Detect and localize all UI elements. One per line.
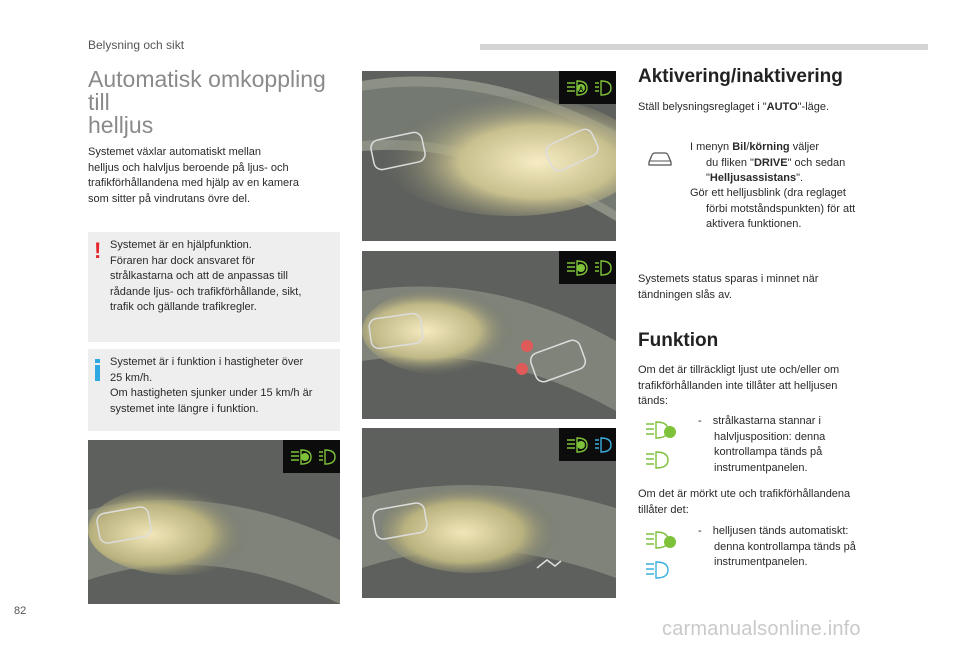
item-line: instrumentpanelen. bbox=[714, 556, 808, 568]
illustration-high-beam-empty-road bbox=[362, 71, 616, 241]
indicator-panel bbox=[559, 428, 616, 461]
bullet-bold: körning bbox=[749, 141, 790, 153]
bullet-text: Gör ett helljusblink (dra reglaget bbox=[690, 187, 846, 199]
info-line: Om hastigheten sjunker under 15 km/h är bbox=[110, 387, 313, 399]
bullet-bold: Helljusassistans bbox=[709, 172, 797, 184]
function-paragraph-1 bbox=[638, 363, 883, 410]
memory-line: Systemets status sparas i minnet när bbox=[638, 273, 819, 285]
illustration-low-beam-pedestrian bbox=[362, 428, 616, 598]
bullet-text: Ställ belysningsreglaget i " bbox=[638, 101, 767, 113]
bullet-text: "-läge. bbox=[797, 101, 830, 113]
bullet-text: " och sedan bbox=[787, 156, 846, 169]
warning-box bbox=[88, 232, 340, 342]
title-line-1: Automatisk omkoppling till bbox=[88, 66, 326, 115]
indicator-panel bbox=[559, 71, 616, 104]
bullet-text: aktivera funktionen. bbox=[706, 218, 802, 230]
low-beam-auto-indicator-icon bbox=[644, 418, 680, 470]
warning-line: strålkastarna och att de anpassas till bbox=[110, 270, 288, 282]
indicator-panel bbox=[559, 251, 616, 284]
auto-letter: A bbox=[578, 87, 584, 93]
function-paragraph-2 bbox=[638, 487, 883, 518]
item-line: helljusen tänds automatiskt: bbox=[712, 525, 849, 537]
bullet-bold: DRIVE bbox=[753, 156, 788, 169]
intro-line: som sitter på vindrutans övre del. bbox=[88, 192, 251, 205]
watermark: carmanualsonline.info bbox=[662, 618, 861, 640]
memory-line: tändningen slås av. bbox=[638, 288, 732, 301]
car-settings-icon bbox=[646, 150, 674, 168]
bullet-text: ". bbox=[796, 172, 804, 184]
intro-paragraph bbox=[88, 145, 338, 207]
item-line: denna kontrollampa tänds på bbox=[714, 540, 856, 553]
bullet-text: " bbox=[706, 172, 710, 184]
memory-paragraph bbox=[638, 272, 883, 303]
header-rule bbox=[480, 44, 928, 50]
item-line: kontrollampa tänds på bbox=[714, 446, 823, 458]
intro-line: helljus och halvljus beroende på ljus- och bbox=[88, 161, 289, 174]
item-line: halvljusposition: denna bbox=[714, 430, 826, 443]
bullet-text: förbi motståndspunkten) för att bbox=[706, 202, 856, 215]
info-line: 25 km/h. bbox=[110, 371, 153, 384]
item-line: strålkastarna stannar i bbox=[712, 415, 821, 427]
bullet-text: väljer bbox=[789, 141, 819, 153]
section-label: Belysning och sikt bbox=[88, 38, 185, 52]
warning-icon: ! bbox=[94, 238, 102, 263]
warning-text bbox=[110, 238, 335, 316]
info-box bbox=[88, 349, 340, 431]
info-line: systemet inte längre i funktion. bbox=[110, 402, 259, 415]
function-heading: Funktion bbox=[638, 330, 719, 351]
function-item-1 bbox=[698, 414, 888, 476]
function-line: trafikförhållanden inte tillåter att helljusen bbox=[638, 379, 838, 392]
function-line: Om det är tillräckligt ljust ute och/eller om bbox=[638, 364, 840, 376]
dash-marker: - bbox=[698, 415, 702, 427]
intro-line: trafikförhållandena med hjälp av en kamera bbox=[88, 177, 299, 189]
info-line: Systemet är i funktion i hastigheter över bbox=[110, 356, 304, 368]
page-title bbox=[88, 68, 348, 137]
info-text bbox=[110, 355, 335, 417]
activation-heading: Aktivering/inaktivering bbox=[638, 66, 843, 87]
activation-bullet-1 bbox=[638, 100, 883, 116]
bullet-bold: AUTO bbox=[766, 101, 798, 113]
warning-line: rådande ljus- och trafikförhållande, sikt, bbox=[110, 285, 302, 298]
item-line: instrumentpanelen. bbox=[714, 461, 808, 474]
high-beam-auto-indicator-icon bbox=[644, 528, 680, 580]
bullet-bold: Bil bbox=[732, 141, 747, 153]
function-line: tillåter det: bbox=[638, 503, 689, 516]
dash-marker: - bbox=[698, 525, 702, 537]
warning-line: Systemet är en hjälpfunktion. bbox=[110, 239, 252, 251]
function-line: Om det är mörkt ute och trafikförhållandena bbox=[638, 488, 851, 500]
page-number: 82 bbox=[14, 605, 27, 617]
illustration-oncoming-vehicle bbox=[362, 251, 616, 419]
warning-line: trafik och gällande trafikregler. bbox=[110, 301, 257, 313]
indicator-panel bbox=[283, 440, 340, 473]
intro-line: Systemet växlar automatiskt mellan bbox=[88, 146, 262, 158]
bullet-text: I menyn bbox=[690, 141, 733, 153]
function-item-2 bbox=[698, 524, 888, 571]
bullet-text: / bbox=[746, 141, 750, 153]
info-icon bbox=[95, 359, 100, 381]
activation-bullet-2 bbox=[690, 140, 905, 187]
title-line-2: helljus bbox=[88, 112, 154, 138]
bullet-text: du fliken " bbox=[706, 156, 754, 169]
function-line: tänds: bbox=[638, 395, 668, 407]
warning-line: Föraren har dock ansvaret för bbox=[110, 254, 255, 267]
activation-bullet-3 bbox=[690, 186, 905, 233]
illustration-high-beam-curve bbox=[88, 440, 340, 604]
